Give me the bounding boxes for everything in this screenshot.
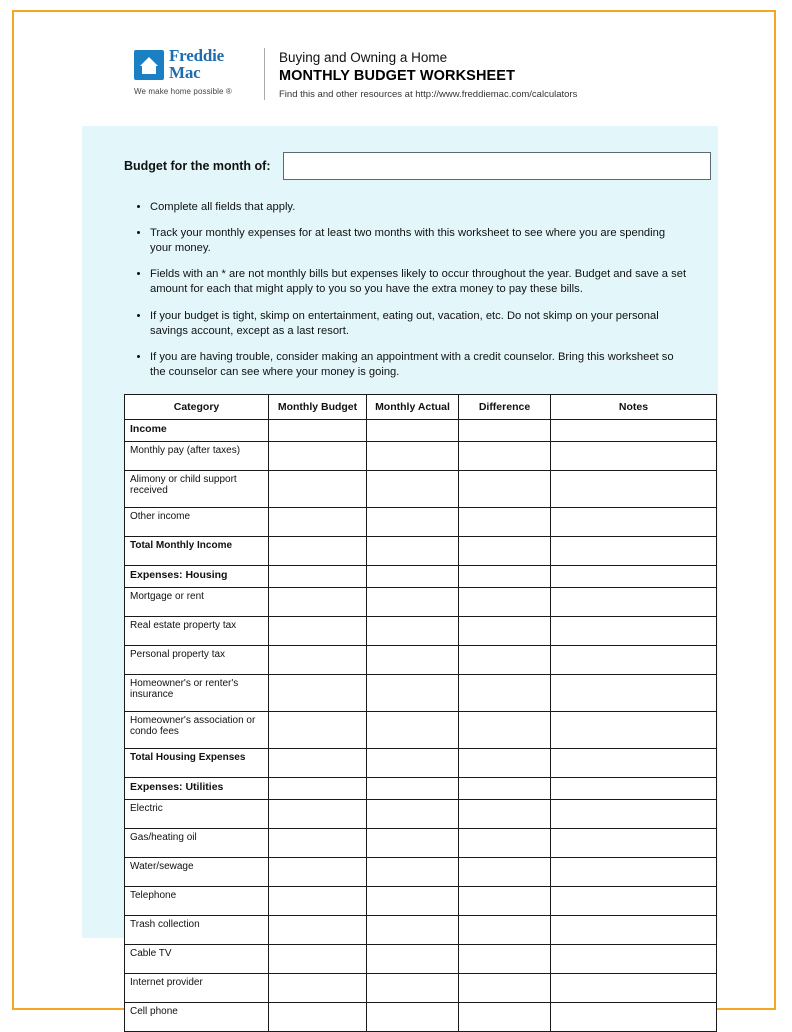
column-header-monthly-actual: Monthly Actual xyxy=(367,394,459,419)
table-cell-notes[interactable] xyxy=(551,674,717,711)
table-row xyxy=(125,711,717,748)
logo-line-2: Mac xyxy=(169,62,201,82)
table-cell-monthly-actual[interactable] xyxy=(367,828,459,857)
table-cell-category: Trash collection xyxy=(125,915,269,944)
table-cell-empty[interactable] xyxy=(367,419,459,441)
table-cell-monthly-budget[interactable] xyxy=(269,828,367,857)
table-cell-notes[interactable] xyxy=(551,857,717,886)
table-row xyxy=(125,944,717,973)
worksheet-body xyxy=(82,126,718,1017)
table-cell-monthly-actual[interactable] xyxy=(367,886,459,915)
logo-tagline: We make home possible ® xyxy=(134,87,232,97)
column-header-monthly-budget: Monthly Budget xyxy=(269,394,367,419)
table-row xyxy=(125,645,717,674)
table-cell-monthly-budget[interactable] xyxy=(269,470,367,507)
instruction-item: • If you are having trouble, consider making an appointment with a credit counselor. Bring this worksheet so the counselor can see where your money is going. xyxy=(150,350,688,380)
table-cell-empty[interactable] xyxy=(459,419,551,441)
table-cell-category: Mortgage or rent xyxy=(125,587,269,616)
table-cell-empty[interactable] xyxy=(367,777,459,799)
table-row xyxy=(125,470,717,507)
table-cell-difference[interactable] xyxy=(459,587,551,616)
table-cell-monthly-budget[interactable] xyxy=(269,748,367,777)
table-row xyxy=(125,973,717,1002)
table-cell-difference[interactable] xyxy=(459,828,551,857)
table-row xyxy=(125,748,717,777)
table-cell-empty[interactable] xyxy=(269,777,367,799)
table-cell-notes[interactable] xyxy=(551,616,717,645)
table-cell-difference[interactable] xyxy=(459,944,551,973)
table-cell-empty[interactable] xyxy=(459,777,551,799)
table-cell-monthly-actual[interactable] xyxy=(367,711,459,748)
table-cell-monthly-actual[interactable] xyxy=(367,944,459,973)
table-cell-monthly-budget[interactable] xyxy=(269,507,367,536)
table-cell-monthly-budget[interactable] xyxy=(269,674,367,711)
budget-month-input[interactable] xyxy=(283,152,711,180)
table-cell-monthly-actual[interactable] xyxy=(367,973,459,1002)
instruction-item: • Fields with an * are not monthly bills but expenses likely to occur throughout the year. Budget and save a set amount for each that might apply to you so you have the extra money to pay these bills. xyxy=(150,267,688,297)
table-section-title: Income xyxy=(125,419,269,441)
table-cell-category: Internet provider xyxy=(125,973,269,1002)
table-cell-category: Homeowner's association or condo fees xyxy=(125,711,269,748)
table-cell-difference[interactable] xyxy=(459,645,551,674)
table-row xyxy=(125,674,717,711)
table-cell-category: Alimony or child support received xyxy=(125,470,269,507)
table-section-title: Expenses: Housing xyxy=(125,565,269,587)
table-cell-category: Water/sewage xyxy=(125,857,269,886)
table-cell-empty[interactable] xyxy=(269,565,367,587)
table-cell-monthly-actual[interactable] xyxy=(367,857,459,886)
budget-table xyxy=(124,394,717,1032)
page-title: MONTHLY BUDGET WORKSHEET xyxy=(279,68,516,84)
table-cell-monthly-budget[interactable] xyxy=(269,944,367,973)
table-cell-difference[interactable] xyxy=(459,1002,551,1031)
table-row xyxy=(125,915,717,944)
table-cell-notes[interactable] xyxy=(551,944,717,973)
table-cell-category: Homeowner's or renter's insurance xyxy=(125,674,269,711)
table-cell-notes[interactable] xyxy=(551,441,717,470)
table-cell-monthly-budget[interactable] xyxy=(269,587,367,616)
table-cell-monthly-budget[interactable] xyxy=(269,799,367,828)
table-row xyxy=(125,1002,717,1031)
column-header-category: Category xyxy=(125,394,269,419)
table-cell-notes[interactable] xyxy=(551,748,717,777)
worksheet-page xyxy=(24,20,764,1017)
table-cell-monthly-actual[interactable] xyxy=(367,645,459,674)
column-header-difference: Difference xyxy=(459,394,551,419)
table-cell-notes[interactable] xyxy=(551,915,717,944)
table-section-row xyxy=(125,777,717,799)
budget-month-row xyxy=(82,126,718,180)
table-cell-monthly-actual[interactable] xyxy=(367,915,459,944)
table-cell-empty[interactable] xyxy=(459,565,551,587)
table-cell-empty[interactable] xyxy=(367,565,459,587)
document-header xyxy=(24,20,764,98)
table-cell-difference[interactable] xyxy=(459,857,551,886)
document-subtitle: Buying and Owning a Home xyxy=(279,50,448,65)
document-title-block xyxy=(264,48,577,100)
table-cell-difference[interactable] xyxy=(459,748,551,777)
resource-url-note: Find this and other resources at http://www.freddiemac.com/calculators xyxy=(279,89,578,100)
table-cell-notes[interactable] xyxy=(551,507,717,536)
table-cell-empty[interactable] xyxy=(269,419,367,441)
table-row xyxy=(125,441,717,470)
table-cell-monthly-budget[interactable] xyxy=(269,857,367,886)
table-cell-category: Personal property tax xyxy=(125,645,269,674)
table-cell-difference[interactable] xyxy=(459,441,551,470)
table-cell-category: Cell phone xyxy=(125,1002,269,1031)
table-cell-notes[interactable] xyxy=(551,587,717,616)
table-cell-difference[interactable] xyxy=(459,470,551,507)
table-cell-category: Real estate property tax xyxy=(125,616,269,645)
freddie-mac-logo xyxy=(134,48,250,96)
table-section-row xyxy=(125,565,717,587)
table-cell-difference[interactable] xyxy=(459,616,551,645)
table-cell-monthly-actual[interactable] xyxy=(367,748,459,777)
column-header-notes: Notes xyxy=(551,394,717,419)
table-cell-difference[interactable] xyxy=(459,886,551,915)
instructions-list xyxy=(136,200,688,380)
table-cell-monthly-budget[interactable] xyxy=(269,973,367,1002)
instruction-item: • If your budget is tight, skimp on entertainment, eating out, vacation, etc. Do not skimp on your personal savings account, except as a last resort. xyxy=(150,309,688,339)
table-row xyxy=(125,799,717,828)
table-cell-difference[interactable] xyxy=(459,799,551,828)
table-section-row xyxy=(125,419,717,441)
table-cell-monthly-actual[interactable] xyxy=(367,1002,459,1031)
table-row xyxy=(125,857,717,886)
page-border xyxy=(12,10,776,1017)
table-cell-notes[interactable] xyxy=(551,828,717,857)
table-section-title: Expenses: Utilities xyxy=(125,777,269,799)
table-cell-monthly-budget[interactable] xyxy=(269,616,367,645)
table-row xyxy=(125,587,717,616)
table-row xyxy=(125,828,717,857)
table-cell-category: Total Monthly Income xyxy=(125,536,269,565)
table-cell-difference[interactable] xyxy=(459,674,551,711)
table-cell-monthly-actual[interactable] xyxy=(367,616,459,645)
table-cell-monthly-actual[interactable] xyxy=(367,536,459,565)
table-cell-empty[interactable] xyxy=(551,777,717,799)
table-cell-category: Telephone xyxy=(125,886,269,915)
table-cell-category: Gas/heating oil xyxy=(125,828,269,857)
table-cell-monthly-actual[interactable] xyxy=(367,507,459,536)
table-cell-empty[interactable] xyxy=(551,565,717,587)
table-row xyxy=(125,886,717,915)
table-cell-monthly-budget[interactable] xyxy=(269,915,367,944)
table-cell-monthly-actual[interactable] xyxy=(367,587,459,616)
table-cell-difference[interactable] xyxy=(459,711,551,748)
table-cell-notes[interactable] xyxy=(551,973,717,1002)
budget-month-label: Budget for the month of: xyxy=(124,159,271,173)
table-row xyxy=(125,536,717,565)
instruction-item: • Complete all fields that apply. xyxy=(150,200,688,215)
table-cell-notes[interactable] xyxy=(551,799,717,828)
table-cell-notes[interactable] xyxy=(551,711,717,748)
table-row xyxy=(125,616,717,645)
budget-table-body xyxy=(125,419,717,1031)
table-cell-monthly-actual[interactable] xyxy=(367,441,459,470)
table-cell-monthly-budget[interactable] xyxy=(269,711,367,748)
table-cell-monthly-budget[interactable] xyxy=(269,886,367,915)
table-header-row xyxy=(125,394,717,419)
table-cell-notes[interactable] xyxy=(551,1002,717,1031)
table-cell-difference[interactable] xyxy=(459,536,551,565)
table-cell-monthly-actual[interactable] xyxy=(367,674,459,711)
table-cell-empty[interactable] xyxy=(551,419,717,441)
table-cell-category: Monthly pay (after taxes) xyxy=(125,441,269,470)
instruction-item: • Track your monthly expenses for at least two months with this worksheet to see where you are spending your money. xyxy=(150,226,688,256)
table-cell-monthly-budget[interactable] xyxy=(269,536,367,565)
table-cell-category: Cable TV xyxy=(125,944,269,973)
logo-line-1: Freddie xyxy=(169,46,224,65)
table-cell-monthly-budget[interactable] xyxy=(269,441,367,470)
table-cell-difference[interactable] xyxy=(459,507,551,536)
table-cell-notes[interactable] xyxy=(551,886,717,915)
table-cell-notes[interactable] xyxy=(551,470,717,507)
table-cell-category: Total Housing Expenses xyxy=(125,748,269,777)
table-row xyxy=(125,507,717,536)
table-cell-difference[interactable] xyxy=(459,915,551,944)
budget-table-wrap xyxy=(124,394,704,1032)
table-cell-category: Electric xyxy=(125,799,269,828)
table-cell-notes[interactable] xyxy=(551,536,717,565)
table-cell-monthly-actual[interactable] xyxy=(367,799,459,828)
table-cell-difference[interactable] xyxy=(459,973,551,1002)
table-cell-monthly-actual[interactable] xyxy=(367,470,459,507)
house-logo-icon xyxy=(134,50,164,80)
table-cell-notes[interactable] xyxy=(551,645,717,674)
table-cell-monthly-budget[interactable] xyxy=(269,645,367,674)
table-cell-category: Other income xyxy=(125,507,269,536)
table-cell-monthly-budget[interactable] xyxy=(269,1002,367,1031)
